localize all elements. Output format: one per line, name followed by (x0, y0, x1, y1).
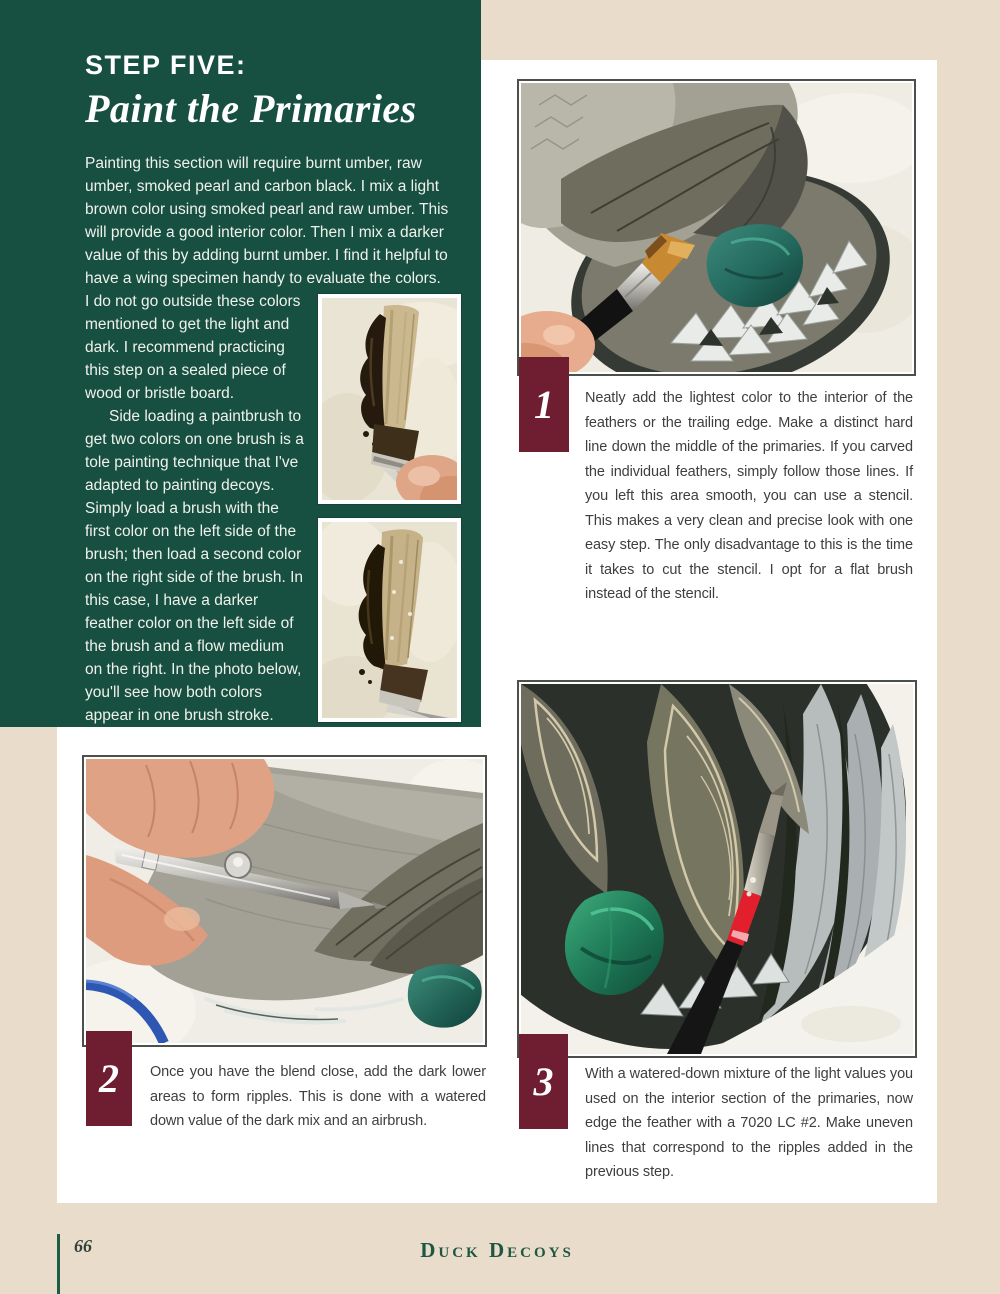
brush-stroke-photo-top (318, 294, 461, 504)
step-kicker: STEP FIVE: (85, 50, 247, 80)
step1-photo-illustration (521, 83, 912, 372)
brush-photo-column (318, 294, 461, 727)
step3-photo (517, 680, 917, 1058)
intro-paragraph-3: Side loading a paintbrush to get two colors on one brush is a tole painting technique that I've adapted to painting decoys. Simply load a brush with the first color on the left side of the brush; then load a second color on the right side of the brush. In this case, I have a darker feather color on the left side of the brush and a flow medium on the right. In the photo below, you'll see how both colors appear in one brush stroke. (85, 408, 304, 724)
step3-caption: With a watered-down mixture of the light values you used on the interior section of the primaries, now edge the feather with a 7020 LC #2. Make uneven lines that correspond to the ripples added in the previous step. (585, 1066, 913, 1180)
step1-number: 1 (534, 382, 554, 427)
step3-number: 3 (533, 1059, 554, 1104)
step2-number: 2 (99, 1056, 119, 1101)
step2-photo-illustration (86, 759, 483, 1043)
intro-paragraph-1: Painting this section will require burnt umber, raw umber, smoked pearl and carbon black. I mix a light brown color using smoked pearl and raw umber. This will provide a good interior color. Then I mix a darker value of this by adding burnt umber. I find it helpful to have a wing specimen handy to evaluate the colors. (85, 155, 449, 287)
page-number: 66 (74, 1236, 92, 1256)
step3-number-box (519, 1034, 568, 1129)
intro-panel (0, 0, 481, 727)
step1-caption: Neatly add the lightest color to the interior of the feathers or the trailing edge. Make a distinct hard line down the middle of the primaries. If you carved the individual feathers, simply follow those lines. If you left this area smooth, you can use a stencil. This makes a very clean and precise look with one easy step. The only disadvantage to this is the time it takes to cut the stencil. I opt for a flat brush instead of the stencil. (585, 390, 913, 602)
brush-stroke-bottom-illustration (322, 522, 457, 718)
section-title: Paint the Primaries (85, 86, 417, 131)
step2-caption: Once you have the blend close, add the dark lower areas to form ripples. This is done with a watered down value of the dark mix and an airbrush. (150, 1064, 486, 1129)
step1-number-box (519, 357, 569, 452)
step3-photo-illustration (521, 684, 913, 1054)
brush-stroke-top-illustration (322, 298, 457, 500)
brush-stroke-photo-bottom (318, 518, 461, 722)
intro-paragraph-2: I do not go outside these colors mentioned to get the light and dark. I recommend practicing this step on a sealed piece of wood or bristle board. (85, 293, 301, 402)
intro-flow (85, 290, 461, 727)
step2-photo (82, 755, 487, 1047)
step1-photo (517, 79, 916, 376)
book-title: Duck Decoys (420, 1238, 574, 1262)
step2-number-box (86, 1031, 132, 1126)
